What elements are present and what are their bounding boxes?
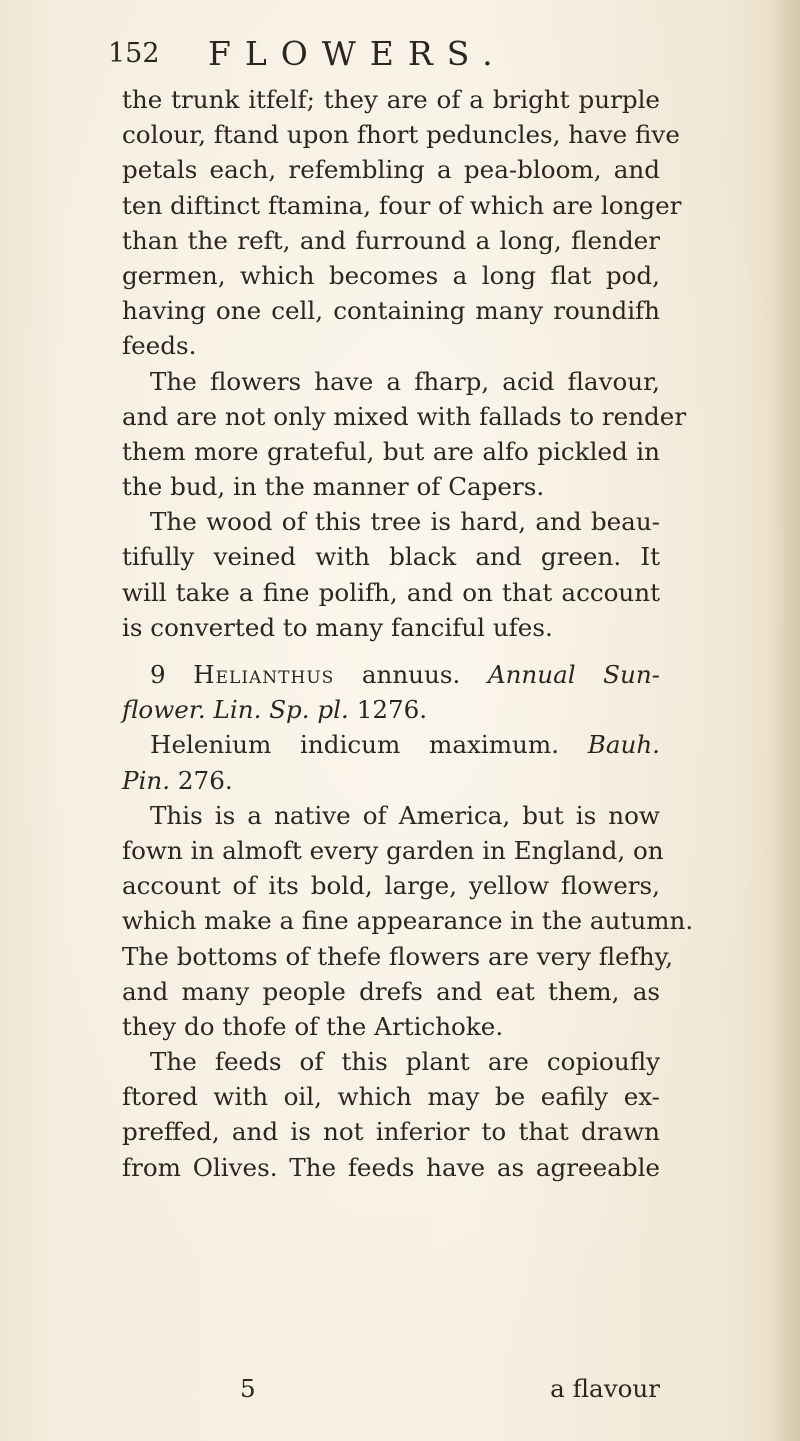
entry-reference-line (122, 692, 660, 727)
text-line: they do thofe of the Artichoke. (122, 1011, 504, 1041)
page-number: 152 (108, 38, 160, 69)
text-line: will take a fine polifh, and on that account (122, 577, 660, 607)
entry-common-name: Annual Sun- (487, 660, 660, 689)
entry-synonym-number: 276. (177, 765, 233, 795)
running-head: FLOWERS. (208, 34, 507, 73)
entry-synonym-ref-line (122, 763, 660, 798)
entry-reference: Lin. Sp. pl. (213, 695, 349, 725)
text-line: than the reft, and furround a long, flender (122, 225, 660, 255)
page-edge-shadow (772, 0, 800, 1441)
entry-species: annuus. (361, 660, 461, 689)
text-line: fown in almoft every garden in England, on (122, 835, 664, 865)
text-line: them more grateful, but are alfo pickled in (122, 436, 660, 466)
entry-number: 9 (150, 660, 166, 689)
text-line: petals each, refembling a pea-bloom, and (122, 155, 660, 185)
text-line: ftored with oil, which may be eafily ex- (122, 1082, 660, 1112)
text-line: preffed, and is not inferior to that drawn (122, 1117, 660, 1147)
page-header (108, 34, 698, 78)
text-line: colour, ftand upon fhort peduncles, have five (122, 120, 680, 150)
text-line: ten diftinct ftamina, four of which are longer (122, 190, 682, 220)
entry-synonym-work: Pin. (122, 765, 171, 795)
entry-synonym: Helenium indicum maximum. (150, 730, 560, 760)
text-line: germen, which becomes a long flat pod, (122, 260, 660, 290)
body-text (122, 82, 694, 1185)
text-line: having one cell, containing many roundifh (122, 296, 660, 326)
text-line: from Olives. The feeds have as agreeable (122, 1152, 660, 1182)
catchword: a flavour (550, 1374, 660, 1403)
text-line: and are not only mixed with fallads to render (122, 401, 687, 431)
text-line: The flowers have a fharp, acid flavour, (150, 366, 660, 396)
text-line: tifully veined with black and green. It (122, 542, 660, 572)
text-line: The bottoms of thefe flowers are very flefhy, (122, 941, 674, 971)
paragraph-gap (122, 645, 660, 657)
entry-reference-number: 1276. (356, 695, 428, 725)
signature-mark: 5 (240, 1374, 256, 1403)
text-line: account of its bold, large, yellow flowers, (122, 871, 660, 901)
text-line: feeds. (122, 331, 197, 361)
entry-synonym-author: Bauh. (587, 730, 660, 760)
text-line: is converted to many fanciful ufes. (122, 612, 553, 642)
text-line: The feeds of this plant are copioufly (150, 1047, 660, 1077)
text-line: which make a fine appearance in the autumn. (122, 906, 694, 936)
text-line: and many people drefs and eat them, as (122, 976, 660, 1006)
text-line: the trunk itfelf; they are of a bright purple (122, 85, 660, 114)
page-footer (122, 1374, 660, 1410)
entry-synonym-line (122, 727, 660, 762)
text-line: The wood of this tree is hard, and beau- (150, 507, 660, 537)
entry-genus: Helianthus (193, 660, 335, 689)
entry-common-name-cont: flower. (122, 695, 206, 725)
entry-heading-line (122, 657, 660, 692)
text-line: the bud, in the manner of Capers. (122, 472, 545, 502)
text-line: This is a native of America, but is now (150, 800, 660, 830)
